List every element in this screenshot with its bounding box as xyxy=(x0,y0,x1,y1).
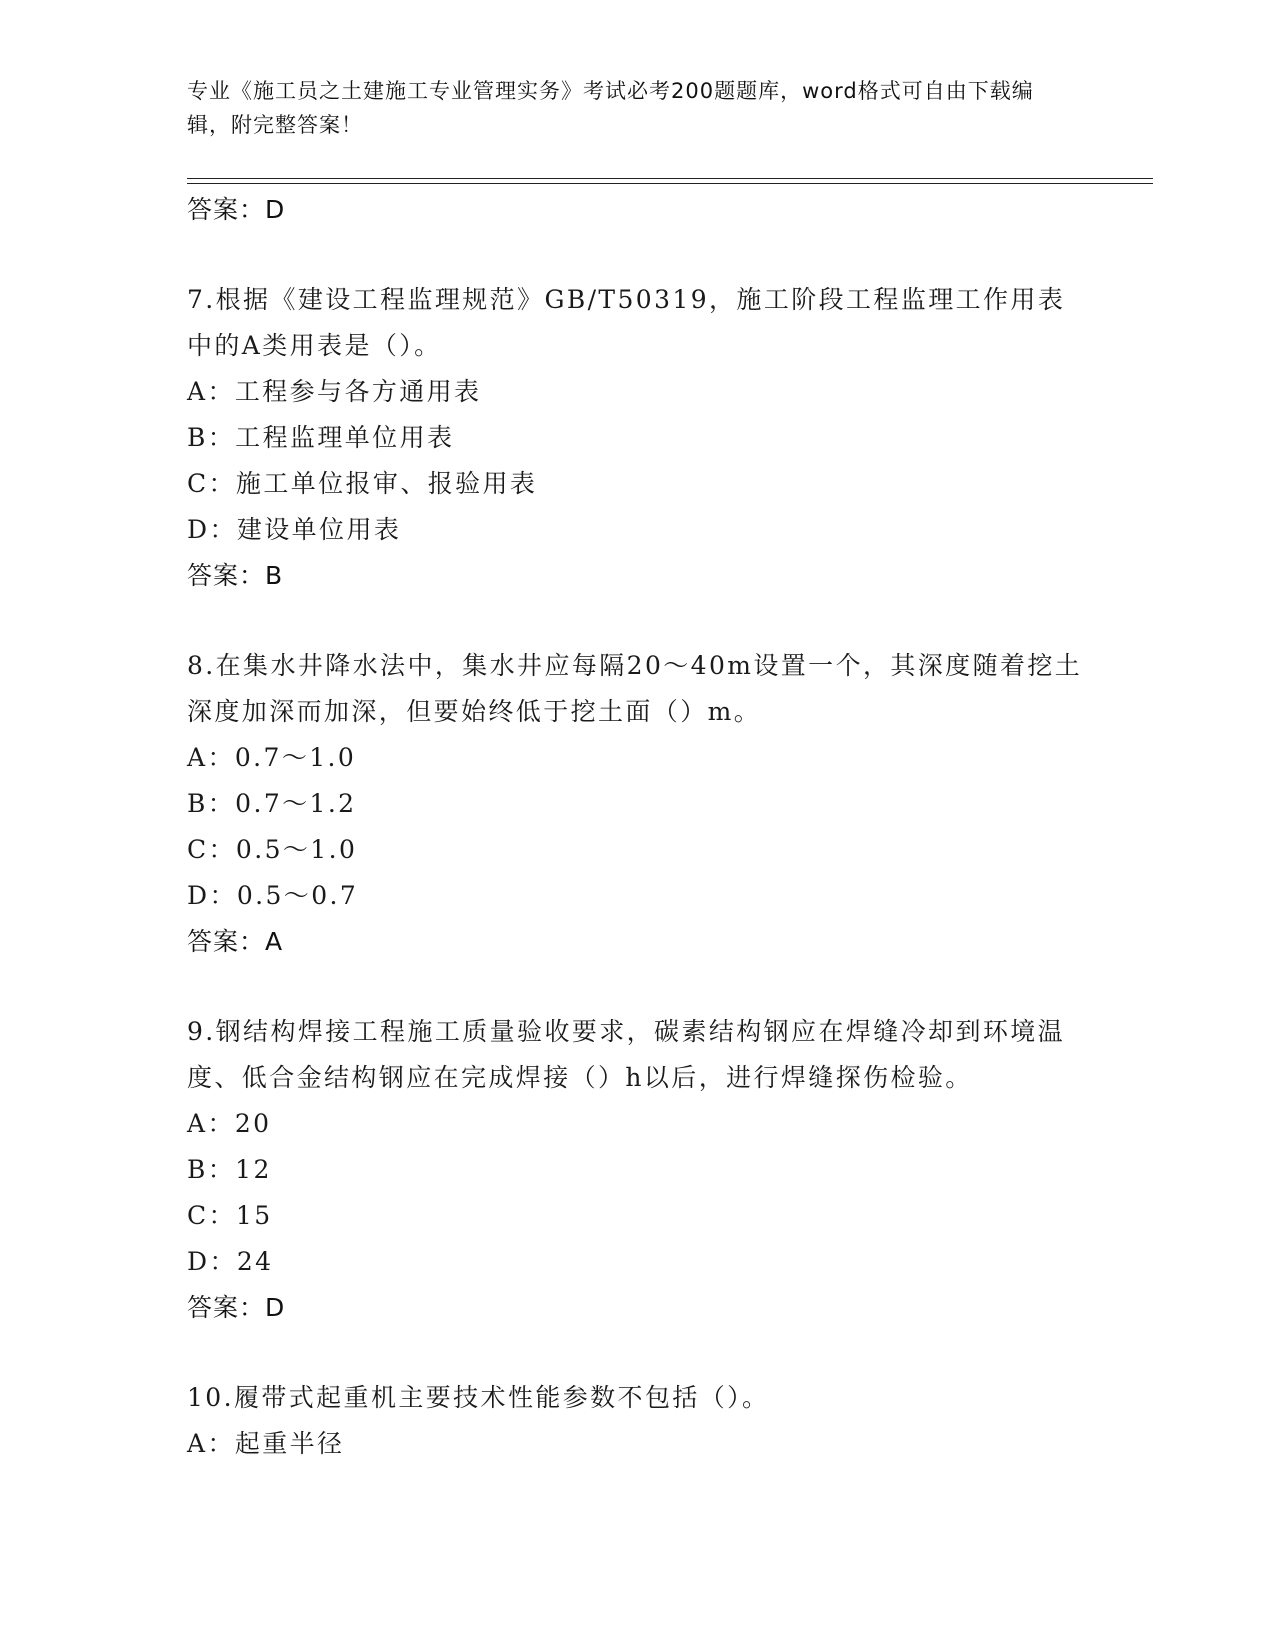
answer-line: 答案：A xyxy=(187,927,284,956)
question-text: 9.钢结构焊接工程施工质量验收要求，碳素结构钢应在焊缝冷却到环境温度、低合金结构钢应在完成焊接（）h以后，进行焊缝探伤检验。 xyxy=(187,1017,1066,1092)
spacer xyxy=(187,965,1153,1009)
answer-line: 答案：B xyxy=(187,561,284,590)
answer-option: D：0.5～0.7 xyxy=(187,881,359,910)
answer-line: 答案：D xyxy=(187,1293,286,1322)
answer-option: A：20 xyxy=(187,1109,272,1138)
answer-option: A：起重半径 xyxy=(187,1429,345,1458)
answer-option: A：工程参与各方通用表 xyxy=(187,377,482,406)
question-text: 7.根据《建设工程监理规范》GB/T50319，施工阶段工程监理工作用表中的A类用表是（）。 xyxy=(187,285,1066,360)
page-header-text: 专业《施工员之土建施工专业管理实务》考试必考200题题库，word格式可自由下载编辑，附完整答案！ xyxy=(187,79,1034,137)
document-body xyxy=(187,187,1153,1467)
spacer xyxy=(187,1331,1153,1375)
spacer xyxy=(187,233,1153,277)
answer-option: D：24 xyxy=(187,1247,274,1276)
question-text: 8.在集水井降水法中，集水井应每隔20～40m设置一个，其深度随着挖土深度加深而加深，但要始终低于挖土面（）m。 xyxy=(187,651,1083,726)
header-divider-line-secondary xyxy=(187,183,1153,184)
answer-option: B：工程监理单位用表 xyxy=(187,423,455,452)
answer-option: C：0.5～1.0 xyxy=(187,835,358,864)
answer-option: B：0.7～1.2 xyxy=(187,789,357,818)
answer-option: C：15 xyxy=(187,1201,273,1230)
question-text: 10.履带式起重机主要技术性能参数不包括（）。 xyxy=(187,1383,770,1412)
answer-option: D：建设单位用表 xyxy=(187,515,402,544)
answer-option: A：0.7～1.0 xyxy=(187,743,357,772)
answer-line: 答案：D xyxy=(187,195,286,224)
answer-option: B：12 xyxy=(187,1155,272,1184)
spacer xyxy=(187,599,1153,643)
header-divider-line xyxy=(187,178,1153,179)
answer-option: C：施工单位报审、报验用表 xyxy=(187,469,538,498)
